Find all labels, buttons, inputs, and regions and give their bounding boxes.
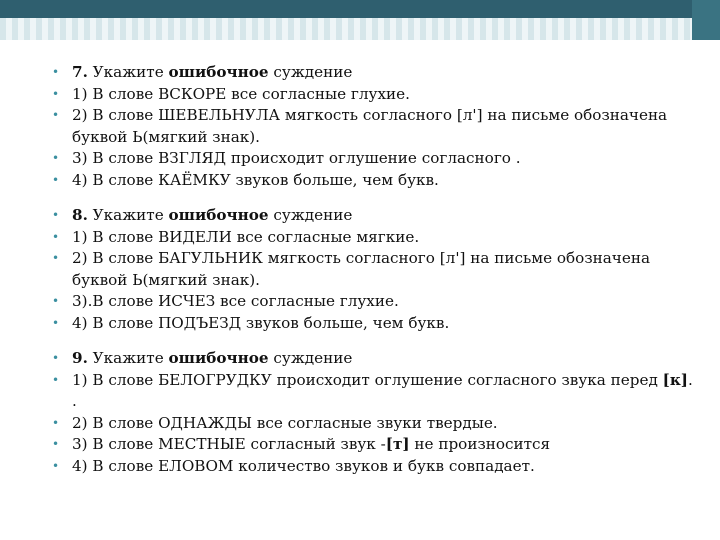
answer-option: • 2) В слове БАГУЛЬНИК мягкость согласного [л'] на письме обозначена буквой Ь(мягкий знак). <box>52 249 650 289</box>
answer-option: • 3) В слове МЕСТНЫЕ согласный звук -[т] не произносится <box>48 434 698 456</box>
question-heading: • 7. Укажите ошибочное суждение <box>48 62 698 84</box>
bullet-icon: • <box>52 415 60 430</box>
question-heading: • 9. Укажите ошибочное суждение <box>48 348 698 370</box>
slide-content <box>48 62 698 491</box>
bullet-icon: • <box>52 172 60 187</box>
question-heading: • 8. Укажите ошибочное суждение <box>48 205 698 227</box>
bullet-icon: • <box>52 108 60 122</box>
bullet-icon: • <box>52 315 60 330</box>
answer-option: • 2) В слове ОДНАЖДЫ все согласные звуки твердые. <box>48 413 698 435</box>
bullet-icon: • <box>52 208 60 222</box>
top-banner-accent <box>692 0 720 40</box>
question-block-8 <box>48 205 698 334</box>
question-block-7 <box>48 62 698 191</box>
answer-option: • 3) В слове ВЗГЛЯД происходит оглушение согласного . <box>48 148 698 170</box>
answer-option: • 3).В слове ИСЧЕЗ все согласные глухие. <box>48 291 698 313</box>
question-block-9 <box>48 348 698 477</box>
answer-option: • 1) В слове БЕЛОГРУДКУ происходит оглушение согласного звука перед [к]. . <box>52 370 693 410</box>
bullet-icon: • <box>52 294 60 308</box>
answer-option: • 4) В слове ЕЛОВОМ количество звуков и букв совпадает. <box>48 456 698 478</box>
bullet-icon: • <box>52 151 60 165</box>
bullet-icon: • <box>52 351 60 365</box>
top-banner-stripes <box>0 18 720 40</box>
bullet-icon: • <box>52 437 60 451</box>
answer-option: • 1) В слове ВСКОРЕ все согласные глухие. <box>48 84 698 106</box>
top-banner <box>0 0 720 18</box>
answer-option: • 1) В слове ВИДЕЛИ все согласные мягкие. <box>48 227 698 249</box>
bullet-icon: • <box>52 229 60 244</box>
bullet-icon: • <box>52 86 60 101</box>
bullet-icon: • <box>52 458 60 473</box>
answer-option: • 4) В слове ПОДЪЕЗД звуков больше, чем букв. <box>48 313 698 335</box>
answer-option: • 4) В слове КАЁМКУ звуков больше, чем букв. <box>48 170 698 192</box>
bullet-icon: • <box>52 372 60 387</box>
answer-option: • 2) В слове ШЕВЕЛЬНУЛА мягкость согласного [л'] на письме обозначена буквой Ь(мягкий знак). <box>52 106 668 146</box>
bullet-icon: • <box>52 65 60 79</box>
bullet-icon: • <box>52 251 60 265</box>
